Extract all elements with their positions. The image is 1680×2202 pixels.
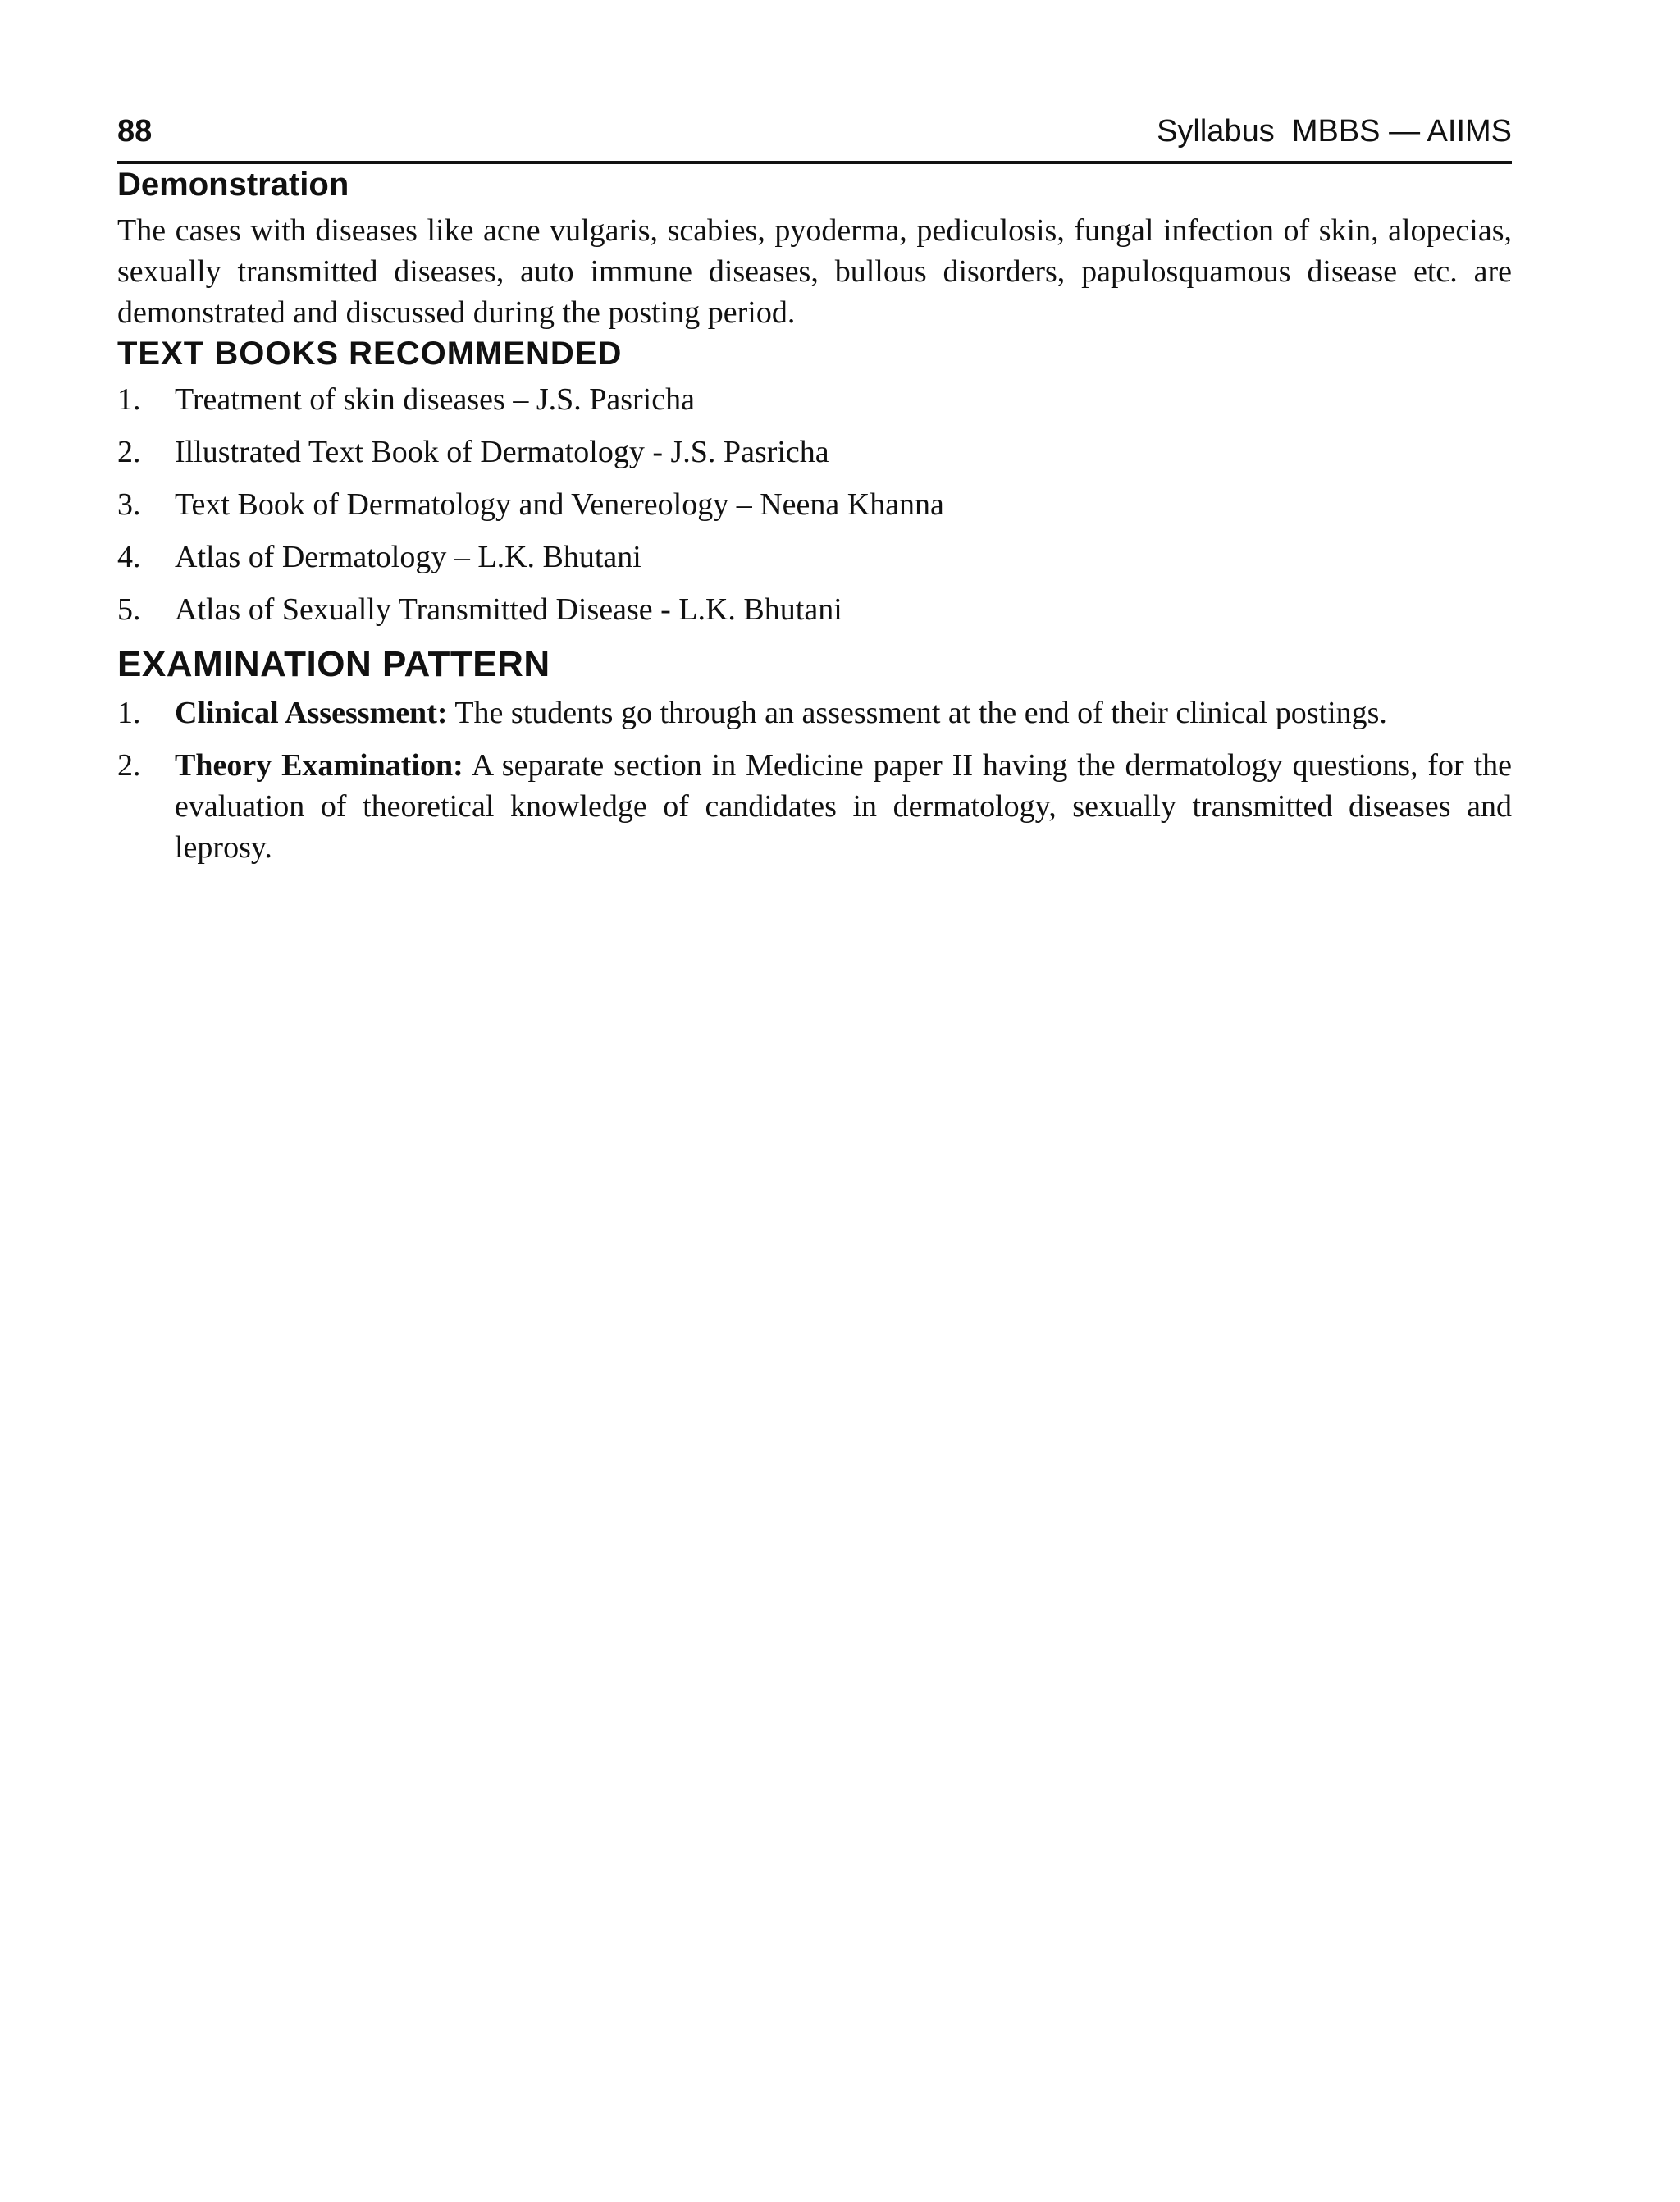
text-books-heading: TEXT BOOKS RECOMMENDED — [117, 336, 623, 372]
list-item-number: 2. — [117, 435, 141, 469]
running-header — [117, 107, 1512, 164]
list-item-number: 1. — [117, 382, 141, 417]
demonstration-paragraph: The cases with diseases like acne vulgaris, scabies, pyoderma, pediculosis, fungal infection of skin, alopecias, sexually transmitted diseases, auto immune diseases, bullous disorders, papulosquamous disease etc. are demonstrated and discussed during the posting period. — [117, 213, 1512, 330]
document-page — [117, 107, 1512, 879]
list-item — [117, 692, 1512, 733]
examination-section — [117, 642, 1512, 868]
list-item-text: Illustrated Text Book of Dermatology - J.S. Pasricha — [175, 435, 829, 469]
list-item — [117, 484, 1512, 525]
list-item-text: Atlas of Sexually Transmitted Disease - L.K. Bhutani — [175, 592, 842, 627]
list-item-number: 1. — [117, 696, 141, 730]
list-item-number: 5. — [117, 592, 141, 627]
list-item-number: 3. — [117, 487, 141, 522]
list-item-content — [175, 692, 1512, 733]
list-item — [117, 745, 1512, 868]
list-item-number: 2. — [117, 748, 141, 783]
list-item — [117, 432, 1512, 473]
list-item-lead: Clinical Assessment: — [175, 696, 448, 730]
list-item-lead: Theory Examination: — [175, 748, 463, 783]
examination-heading: EXAMINATION PATTERN — [117, 644, 550, 684]
list-item — [117, 589, 1512, 630]
list-item-content — [175, 745, 1512, 868]
list-item — [117, 537, 1512, 578]
page-number: 88 — [117, 114, 153, 148]
list-item-text: A separate section in Medicine paper II having the dermatology questions, for the evaluation of theoretical knowledge of candidates in dermatology, sexually transmitted diseases and leprosy. — [175, 748, 1512, 865]
list-item-text: Atlas of Dermatology – L.K. Bhutani — [175, 540, 641, 574]
demonstration-heading: Demonstration — [117, 167, 349, 203]
demonstration-section — [117, 164, 1512, 333]
text-books-list — [117, 379, 1512, 630]
list-item — [117, 379, 1512, 420]
list-item-text: Treatment of skin diseases – J.S. Pasricha — [175, 382, 695, 417]
examination-list — [117, 692, 1512, 868]
running-title: Syllabus MBBS — AIIMS — [1157, 114, 1512, 148]
text-books-section — [117, 333, 1512, 630]
list-item-text: The students go through an assessment at the end of their clinical postings. — [454, 696, 1387, 730]
list-item-number: 4. — [117, 540, 141, 574]
list-item-text: Text Book of Dermatology and Venereology – Neena Khanna — [175, 487, 944, 522]
